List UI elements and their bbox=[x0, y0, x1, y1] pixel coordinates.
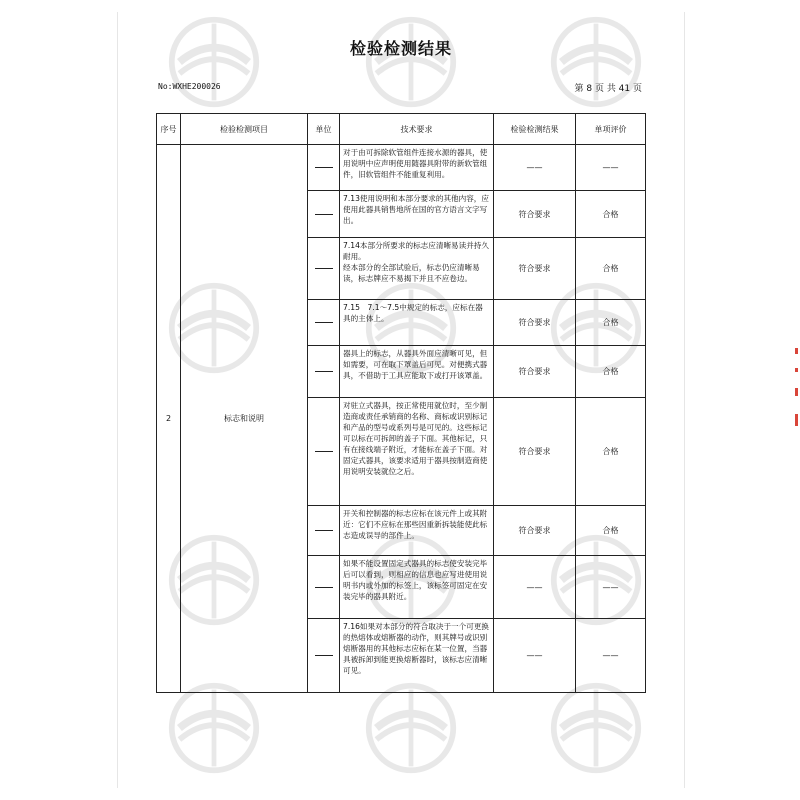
page-indicator: 第 8 页 共 41 页 bbox=[574, 84, 642, 94]
requirement-text: 7.15 7.1～7.5中规定的标志，应标在器具的主体上。 bbox=[340, 300, 494, 346]
evaluation-cell: —— bbox=[576, 619, 646, 693]
evaluation-cell: 合格 bbox=[576, 238, 646, 300]
unit-cell bbox=[308, 556, 340, 619]
header-evaluation: 单项评价 bbox=[576, 114, 646, 145]
unit-cell bbox=[308, 238, 340, 300]
requirement-text: 开关和控制器的标志应标在该元件上或其附近：它们不应标在那些因重新拆装能使此标志造成误导的部件上。 bbox=[340, 506, 494, 556]
unit-cell bbox=[308, 619, 340, 693]
result-cell: 符合要求 bbox=[494, 300, 576, 346]
unit-dash bbox=[315, 451, 333, 452]
unit-dash bbox=[315, 214, 333, 215]
seq-number: 2 bbox=[157, 145, 181, 693]
requirement-text: 7.14本部分所要求的标志应清晰易读并持久耐用。 经本部分的全部试验后，标志仍应清晰易读，标志牌应不易揭下并且不应卷边。 bbox=[340, 238, 494, 300]
result-cell: 符合要求 bbox=[494, 238, 576, 300]
table-row bbox=[157, 145, 646, 191]
results-table bbox=[156, 113, 646, 693]
unit-dash bbox=[315, 322, 333, 323]
document-page bbox=[117, 12, 685, 788]
header-result: 检验检测结果 bbox=[494, 114, 576, 145]
unit-cell bbox=[308, 145, 340, 191]
header-requirement: 技术要求 bbox=[340, 114, 494, 145]
result-cell: 符合要求 bbox=[494, 346, 576, 398]
evaluation-cell: 合格 bbox=[576, 300, 646, 346]
evaluation-cell: 合格 bbox=[576, 398, 646, 506]
document-number: No:WXHE200026 bbox=[158, 82, 221, 91]
unit-cell bbox=[308, 398, 340, 506]
header-seq: 序号 bbox=[157, 114, 181, 145]
watermark-logo-icon bbox=[548, 14, 644, 110]
watermark-logo-icon bbox=[166, 14, 262, 110]
requirement-text: 对于由可拆除软管组件连接水源的器具，使用说明中应声明使用随器具附带的新软管组件，旧软管组件不能重复利用。 bbox=[340, 145, 494, 191]
watermark-logo-icon bbox=[166, 680, 262, 776]
watermark-logo-icon bbox=[363, 680, 459, 776]
unit-dash bbox=[315, 268, 333, 269]
unit-dash bbox=[315, 655, 333, 656]
evaluation-cell: 合格 bbox=[576, 506, 646, 556]
result-cell: 符合要求 bbox=[494, 506, 576, 556]
requirement-text: 如果不能设置固定式器具的标志使安装完毕后可以看到，则相应的信息也应写进使用说明书内或外加的标签上，该标签可固定在安装完毕的器具附近。 bbox=[340, 556, 494, 619]
unit-dash bbox=[315, 530, 333, 531]
table-header-row bbox=[157, 114, 646, 145]
requirement-text: 7.13使用说明和本部分要求的其他内容，应使用此器具销售地所在国的官方语言文字写出。 bbox=[340, 191, 494, 238]
requirement-text: 对驻立式器具，按正常使用就位时，至少制造商或责任承销商的名称、商标或识别标记和产品的型号或系列号是可见的。这些标记可以标在可拆卸的盖子下面。其他标记，只有在接线端子附近，才能标在盖子下面。对固定式器具，该要求适用于器具按制造商使用说明安装就位之后。 bbox=[340, 398, 494, 506]
unit-cell bbox=[308, 506, 340, 556]
header-item: 检验检测项目 bbox=[181, 114, 308, 145]
result-cell: —— bbox=[494, 145, 576, 191]
header-unit: 单位 bbox=[308, 114, 340, 145]
unit-dash bbox=[315, 371, 333, 372]
watermark-logo-icon bbox=[548, 680, 644, 776]
watermark-logo-icon bbox=[363, 14, 459, 110]
evaluation-cell: 合格 bbox=[576, 191, 646, 238]
unit-cell bbox=[308, 346, 340, 398]
result-cell: 符合要求 bbox=[494, 398, 576, 506]
evaluation-cell: —— bbox=[576, 556, 646, 619]
result-cell: —— bbox=[494, 556, 576, 619]
unit-dash bbox=[315, 587, 333, 588]
unit-dash bbox=[315, 167, 333, 168]
unit-cell bbox=[308, 300, 340, 346]
evaluation-cell: —— bbox=[576, 145, 646, 191]
evaluation-cell: 合格 bbox=[576, 346, 646, 398]
requirement-text: 器具上的标志，从器具外面应清晰可见，但如需要，可在取下罩盖后可见。对便携式器具，不借助于工具应能取下或打开该罩盖。 bbox=[340, 346, 494, 398]
page-title: 检验检测结果 bbox=[349, 39, 452, 58]
red-seal-edge-icon bbox=[795, 348, 798, 428]
test-item-name: 标志和说明 bbox=[181, 145, 308, 693]
result-cell: —— bbox=[494, 619, 576, 693]
requirement-text: 7.16如果对本部分的符合取决于一个可更换的热熔体或熔断器的动作，则其牌号或识别熔断器用的其他标志应标在某一位置，当器具被拆卸到能更换熔断器时，该标志应清晰可见。 bbox=[340, 619, 494, 693]
unit-cell bbox=[308, 191, 340, 238]
result-cell: 符合要求 bbox=[494, 191, 576, 238]
